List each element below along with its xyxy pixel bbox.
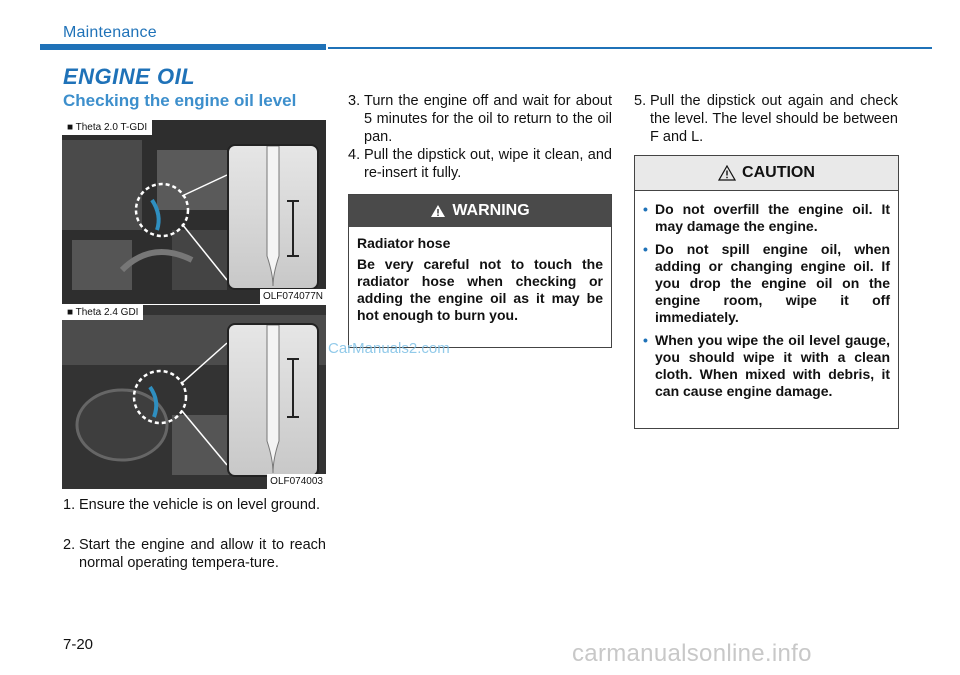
subheading: Checking the engine oil level	[63, 91, 297, 110]
caution-header	[635, 156, 898, 191]
warning-box	[348, 194, 612, 348]
warning-text: Be very careful not to touch the radiator hose when checking or adding the engine oil as it may be hot enough to burn you.	[357, 256, 603, 323]
engine-photo-theta-24	[62, 305, 326, 489]
page-number: 7-20	[63, 636, 94, 653]
header-rule	[328, 47, 932, 49]
step-4: 4. Pull the dipstick out, wipe it clean, and re-insert it fully.	[348, 147, 612, 181]
engine-photo-theta-20	[62, 120, 326, 304]
dipstick-inset	[227, 144, 319, 290]
caution-item: • Do not spill engine oil, when adding or changing engine oil. If you drop the engine oil on the engine room, wipe it off immediately.	[643, 241, 890, 325]
photo-code: OLF074077N	[260, 289, 326, 304]
step-3: 3. Turn the engine off and wait for about 5 minutes for the oil to return to the oil pan.	[348, 93, 612, 145]
caution-item: • Do not overfill the engine oil. It may damage the engine.	[643, 201, 890, 234]
step-1: 1. Ensure the vehicle is on level ground.	[63, 497, 321, 513]
warning-triangle-icon	[430, 204, 446, 218]
section-label: Maintenance	[63, 24, 157, 41]
photo-label: ■ Theta 2.4 GDI	[62, 305, 143, 320]
caution-box	[634, 155, 899, 429]
warning-heading: Radiator hose	[357, 235, 451, 251]
warning-title: WARNING	[452, 202, 530, 219]
caution-title: CAUTION	[742, 164, 815, 181]
watermark: CarManuals2.com	[328, 340, 450, 357]
dipstick-inset	[227, 323, 319, 477]
dipstick-icon	[229, 325, 317, 475]
photo-code: OLF074003	[267, 474, 326, 489]
warning-header	[349, 195, 611, 227]
header-bar	[40, 44, 326, 50]
caution-item: • When you wipe the oil level gauge, you should wipe it with a clean cloth. When mixed with debris, it can cause engine damage.	[643, 332, 890, 399]
page-title: ENGINE OIL	[63, 64, 196, 89]
caution-triangle-icon	[718, 165, 736, 181]
photo-label: ■ Theta 2.0 T-GDI	[62, 120, 152, 135]
step-2: 2. Start the engine and allow it to reach normal operating tempera-ture.	[63, 537, 326, 571]
footer-watermark: carmanualsonline.info	[572, 640, 812, 667]
dipstick-icon	[229, 146, 317, 288]
step-5: 5. Pull the dipstick out again and check the level. The level should be between F and L.	[634, 93, 898, 145]
